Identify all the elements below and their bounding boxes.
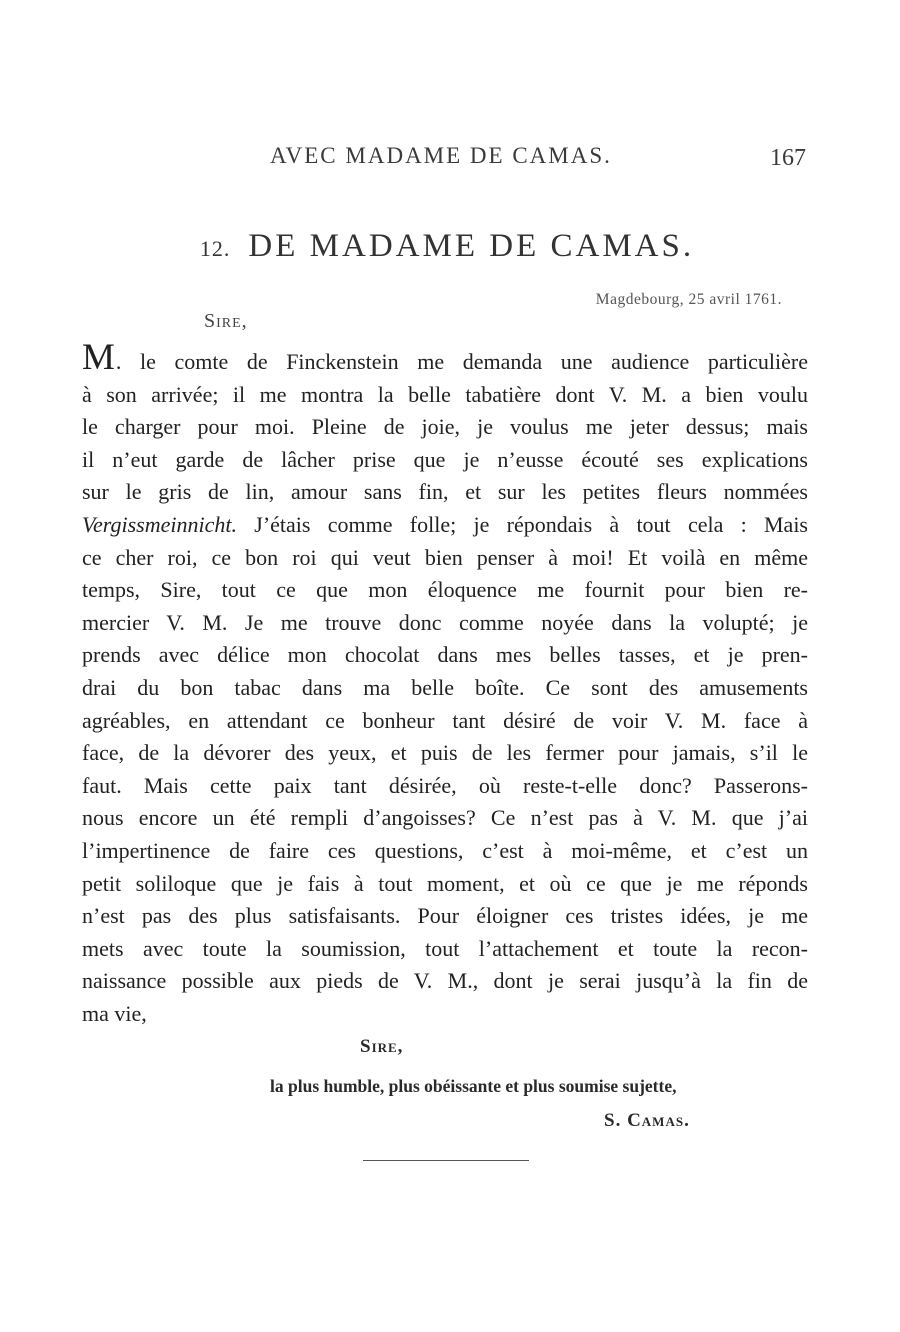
letter-number: 12. [199, 236, 231, 261]
body-line: ma vie, [82, 1000, 147, 1026]
body-line: temps, Sire, tout ce que mon éloquence me fournit pour bien re- [82, 577, 808, 603]
body-line: il n’eut garde de lâcher prise que je n’eusse écouté ses explications [82, 446, 808, 472]
body-line [82, 337, 808, 379]
body-line [82, 509, 808, 542]
signature: S. Camas. [604, 1110, 690, 1131]
body-line: petit soliloque que je fais à tout moment, et où ce que je me réponds [82, 870, 808, 896]
body-line: sur le gris de lin, amour sans fin, et sur les petites fleurs nommées [82, 479, 808, 505]
body-line: mets avec toute la soumission, tout l’attachement et toute la recon- [82, 935, 808, 961]
body-line: l’impertinence de faire ces questions, c’est à moi-même, et c’est un [82, 837, 808, 863]
body-line: à son arrivée; il me montra la belle tabatière dont V. M. a bien voulu [82, 381, 808, 407]
body-line: nous encore un été rempli d’angoisses? Ce n’est pas à V. M. que j’ai [82, 805, 808, 831]
body-line: mercier V. M. Je me trouve donc comme noyée dans la volupté; je [82, 609, 808, 635]
place-and-date: Magdebourg, 25 avril 1761. [595, 291, 782, 308]
drop-cap: M [82, 337, 116, 378]
letter-body [82, 337, 808, 1030]
body-line: face, de la dévorer des yeux, et puis de les fermer pour jamais, s’il le [82, 740, 808, 766]
body-line-text: J’étais comme folle; je répondais à tout cela : Mais [254, 511, 808, 537]
body-line: ce cher roi, ce bon roi qui veut bien penser à moi! Et voilà en même [82, 544, 808, 570]
body-line: prends avec délice mon chocolat dans mes belles tasses, et je pren- [82, 642, 808, 668]
running-head: AVEC MADAME DE CAMAS. [270, 143, 612, 168]
end-rule [363, 1160, 529, 1161]
page-number: 167 [770, 145, 806, 171]
closing-formula: la plus humble, plus obéissante et plus soumise sujette, [270, 1076, 677, 1096]
italic-word: Vergissmeinnicht. [82, 511, 237, 537]
body-line: naissance possible aux pieds de V. M., dont je serai jusqu’à la fin de [82, 968, 808, 994]
body-line: le charger pour moi. Pleine de joie, je voulus me jeter dessus; mais [82, 414, 808, 440]
closing-salutation: Sire, [360, 1036, 404, 1057]
body-line: agréables, en attendant ce bonheur tant désiré de voir V. M. face à [82, 707, 808, 733]
letter-title: DE MADAME DE CAMAS. [248, 228, 695, 264]
body-line: drai du bon tabac dans ma belle boîte. Ce sont des amusements [82, 674, 808, 700]
letter-heading [0, 228, 900, 265]
body-line-text: . le comte de Finckenstein me demanda une audience particulière [115, 349, 808, 374]
body-line: faut. Mais cette paix tant désirée, où reste-t-elle donc? Passerons- [82, 772, 808, 798]
salutation: Sire, [204, 310, 248, 332]
body-line: n’est pas des plus satisfaisants. Pour éloigner ces tristes idées, je me [82, 903, 808, 929]
